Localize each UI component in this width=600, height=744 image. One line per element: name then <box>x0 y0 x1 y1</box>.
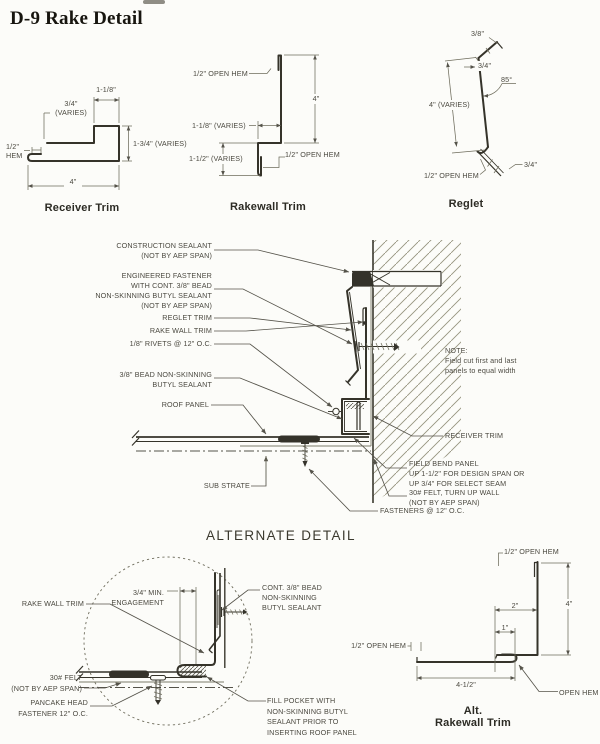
callout-line: 30# FELT <box>49 673 82 682</box>
callout-line: NON-SKINNING BUTYL SEALANT <box>95 291 212 300</box>
rakewall-dim-top-hem: 1/2" OPEN HEM <box>193 69 248 78</box>
receiver-dim-step-varies: (VARIES) <box>55 108 87 117</box>
note-line: panels to equal width <box>445 366 516 375</box>
callout-line: (NOT BY AEP SPAN) <box>409 498 480 507</box>
callout-butyl-sealant <box>119 370 212 390</box>
altprofile-dim-base: 4-1/2" <box>456 680 476 689</box>
reglet-dim-bottom-hem: 1/2" OPEN HEM <box>424 171 479 180</box>
receiver-dim-step: 3/4" <box>64 99 78 108</box>
note-line: NOTE: <box>445 346 468 355</box>
callout-field-bend <box>409 459 525 489</box>
alt-callout-fill-pocket <box>267 696 357 738</box>
dim-line: ENGAGEMENT <box>111 598 164 607</box>
main-detail-receiver-trim <box>328 399 369 434</box>
reglet-dim-height: 4" (VARIES) <box>429 100 470 109</box>
alt-callout-cont-bead <box>262 583 322 613</box>
page-title: D-9 Rake Detail <box>10 8 143 29</box>
reglet-dim-angle: 85° <box>501 75 513 84</box>
callout-line: CONSTRUCTION SEALANT <box>116 241 212 250</box>
rakewall-dim-height: 4" <box>308 94 324 104</box>
alt-detail <box>76 557 252 725</box>
dim-line: 3/4" MIN. <box>132 588 164 597</box>
alt-callout-rake-wall-trim: RAKE WALL TRIM <box>21 599 84 608</box>
altprofile-dim-open-hem: OPEN HEM <box>559 688 599 697</box>
callout-line: SEALANT PRIOR TO <box>267 717 339 726</box>
callout-line: BUTYL SEALANT <box>152 380 212 389</box>
reglet-caption: Reglet <box>448 198 484 210</box>
alt-callout-felt <box>11 672 82 694</box>
callout-line: (NOT BY AEP SPAN) <box>11 684 82 693</box>
caption-line: Rakewall Trim <box>435 717 511 729</box>
alternate-detail-title: ALTERNATE DETAIL <box>206 528 356 543</box>
callout-rake-wall-trim: RAKE WALL TRIM <box>149 326 212 335</box>
receiver-dim-hem: 1/2" <box>6 142 20 151</box>
callout-line: NON-SKINNING <box>262 593 317 602</box>
altprofile-dim-upper: 2" <box>511 601 519 610</box>
altprofile-dim-lower: 1" <box>501 623 509 632</box>
callout-line: WITH CONT. 3/8" BEAD <box>130 281 212 290</box>
altprofile-dim-top-hem: 1/2" OPEN HEM <box>504 547 559 556</box>
callout-line: UP 1-1/2" FOR DESIGN SPAN OR <box>409 469 525 478</box>
callout-line: FIELD BEND PANEL <box>409 459 479 468</box>
callout-line: PANCAKE HEAD <box>30 698 88 707</box>
alt-rakewall-profile <box>417 562 538 662</box>
note-line: Field cut first and last <box>445 356 517 365</box>
callout-line: ENGINEERED FASTENER <box>121 271 212 280</box>
callout-sub-strate: SUB STRATE <box>203 481 250 490</box>
callout-line: FASTENER 12" O.C. <box>18 709 88 718</box>
alt-dim-engagement <box>111 588 164 608</box>
caption-line: Alt. <box>463 705 483 717</box>
callout-rivets: 1/8" RIVETS @ 12" O.C. <box>129 339 212 348</box>
callout-line: (NOT BY AEP SPAN) <box>141 301 212 310</box>
alt-callout-pancake <box>18 697 88 719</box>
reglet-dim-top-leg: 3/4" <box>478 61 492 70</box>
callout-line: NON-SKINNING BUTYL <box>267 706 348 716</box>
rakewall-dim-drop: 1-1/2" (VARIES) <box>189 154 243 163</box>
callout-construction-sealant <box>116 241 212 261</box>
callout-line: 3/8" BEAD NON-SKINNING <box>119 370 212 379</box>
receiver-dim-top-width: 1-1/8" <box>96 85 116 94</box>
reglet-dim-hem: 3/8" <box>471 29 485 38</box>
callout-fasteners: FASTENERS @ 12" O.C. <box>380 506 465 515</box>
callout-roof-panel: ROOF PANEL <box>161 400 209 409</box>
rakewall-dim-bottom-hem: 1/2" OPEN HEM <box>285 150 340 159</box>
callout-receiver-trim: RECEIVER TRIM <box>445 431 504 440</box>
reglet-dim-bottom-leg: 3/4" <box>524 160 538 169</box>
callout-reglet-trim: REGLET TRIM <box>162 313 212 322</box>
callout-line: INSERTING ROOF PANEL <box>267 727 357 737</box>
receiver-dim-base: 4" <box>64 177 82 187</box>
altprofile-dim-left-hem: 1/2" OPEN HEM <box>351 641 406 650</box>
receiver-trim-profile <box>28 126 119 161</box>
callout-line: FILL POCKET WITH <box>267 696 336 705</box>
receiver-dim-height: 1-3/4" (VARIES) <box>133 139 187 148</box>
receiver-caption: Receiver Trim <box>44 202 120 214</box>
scan-artifact <box>143 0 165 4</box>
callout-line: (NOT BY AEP SPAN) <box>141 251 212 260</box>
main-detail-rake-wall-trim <box>363 308 367 399</box>
rakewall-dim-offset: 1-1/8" (VARIES) <box>192 121 246 130</box>
altprofile-caption <box>423 705 523 729</box>
rakewall-caption: Rakewall Trim <box>230 201 306 213</box>
altprofile-dim-height: 4" <box>561 599 577 609</box>
receiver-dim-hem2: HEM <box>6 151 23 160</box>
callout-line: BUTYL SEALANT <box>262 603 322 612</box>
callout-line: UP 3/4" FOR SELECT SEAM <box>409 479 507 488</box>
alt-rakewall-dims <box>408 553 572 692</box>
callout-line: 30# FELT, TURN UP WALL <box>409 488 500 497</box>
callout-engineered-fastener <box>95 271 212 311</box>
callout-line: CONT. 3/8" BEAD <box>262 583 322 592</box>
callout-felt <box>409 488 500 508</box>
note-block <box>445 346 517 376</box>
